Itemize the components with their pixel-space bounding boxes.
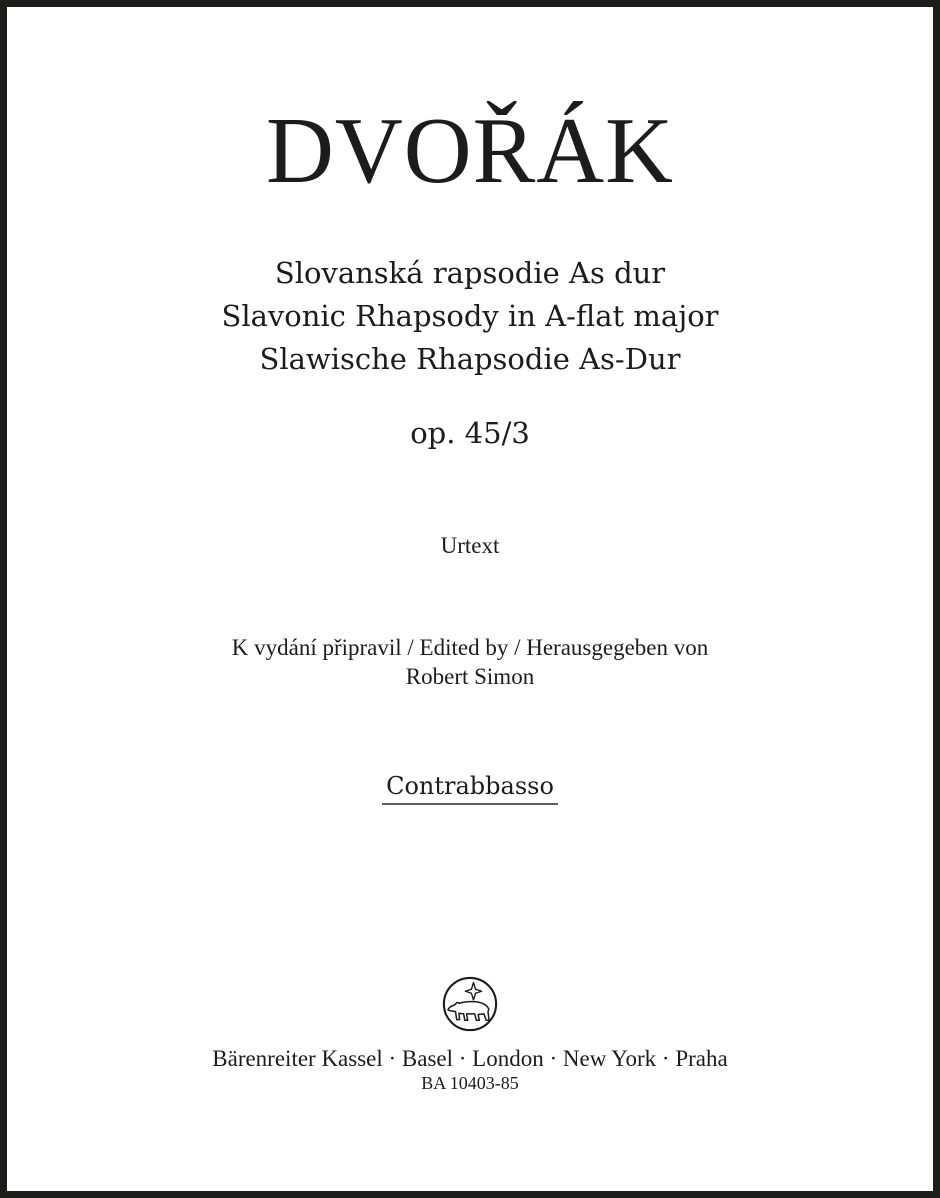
bear-star-emblem-icon	[441, 975, 499, 1033]
editor-credit-block	[7, 633, 933, 691]
work-title-english: Slavonic Rhapsody in A-flat major	[221, 299, 719, 333]
opus-number: op. 45/3	[410, 416, 530, 450]
work-title-czech: Slovanská rapsodie As dur	[274, 256, 666, 290]
part-name-block	[7, 771, 933, 805]
publisher-emblem	[7, 975, 933, 1038]
work-title-german: Slawische Rhapsodie As-Dur	[259, 342, 681, 376]
four-point-star-icon	[465, 983, 481, 1000]
publisher-imprint: Bärenreiter Kassel · Basel · London · New York · Praha	[212, 1046, 728, 1071]
composer-name: DVOŘÁK	[265, 99, 675, 203]
editor-name: Robert Simon	[405, 664, 535, 689]
work-title-block	[7, 252, 933, 381]
catalog-number: BA 10403-85	[421, 1073, 519, 1093]
part-name: Contrabbasso	[382, 771, 558, 805]
editor-credit-line: K vydání připravil / Edited by / Herausgegeben von	[231, 635, 709, 660]
bear-icon	[448, 1002, 489, 1021]
emblem-circle	[444, 978, 496, 1030]
edition-type-label: Urtext	[440, 533, 500, 558]
